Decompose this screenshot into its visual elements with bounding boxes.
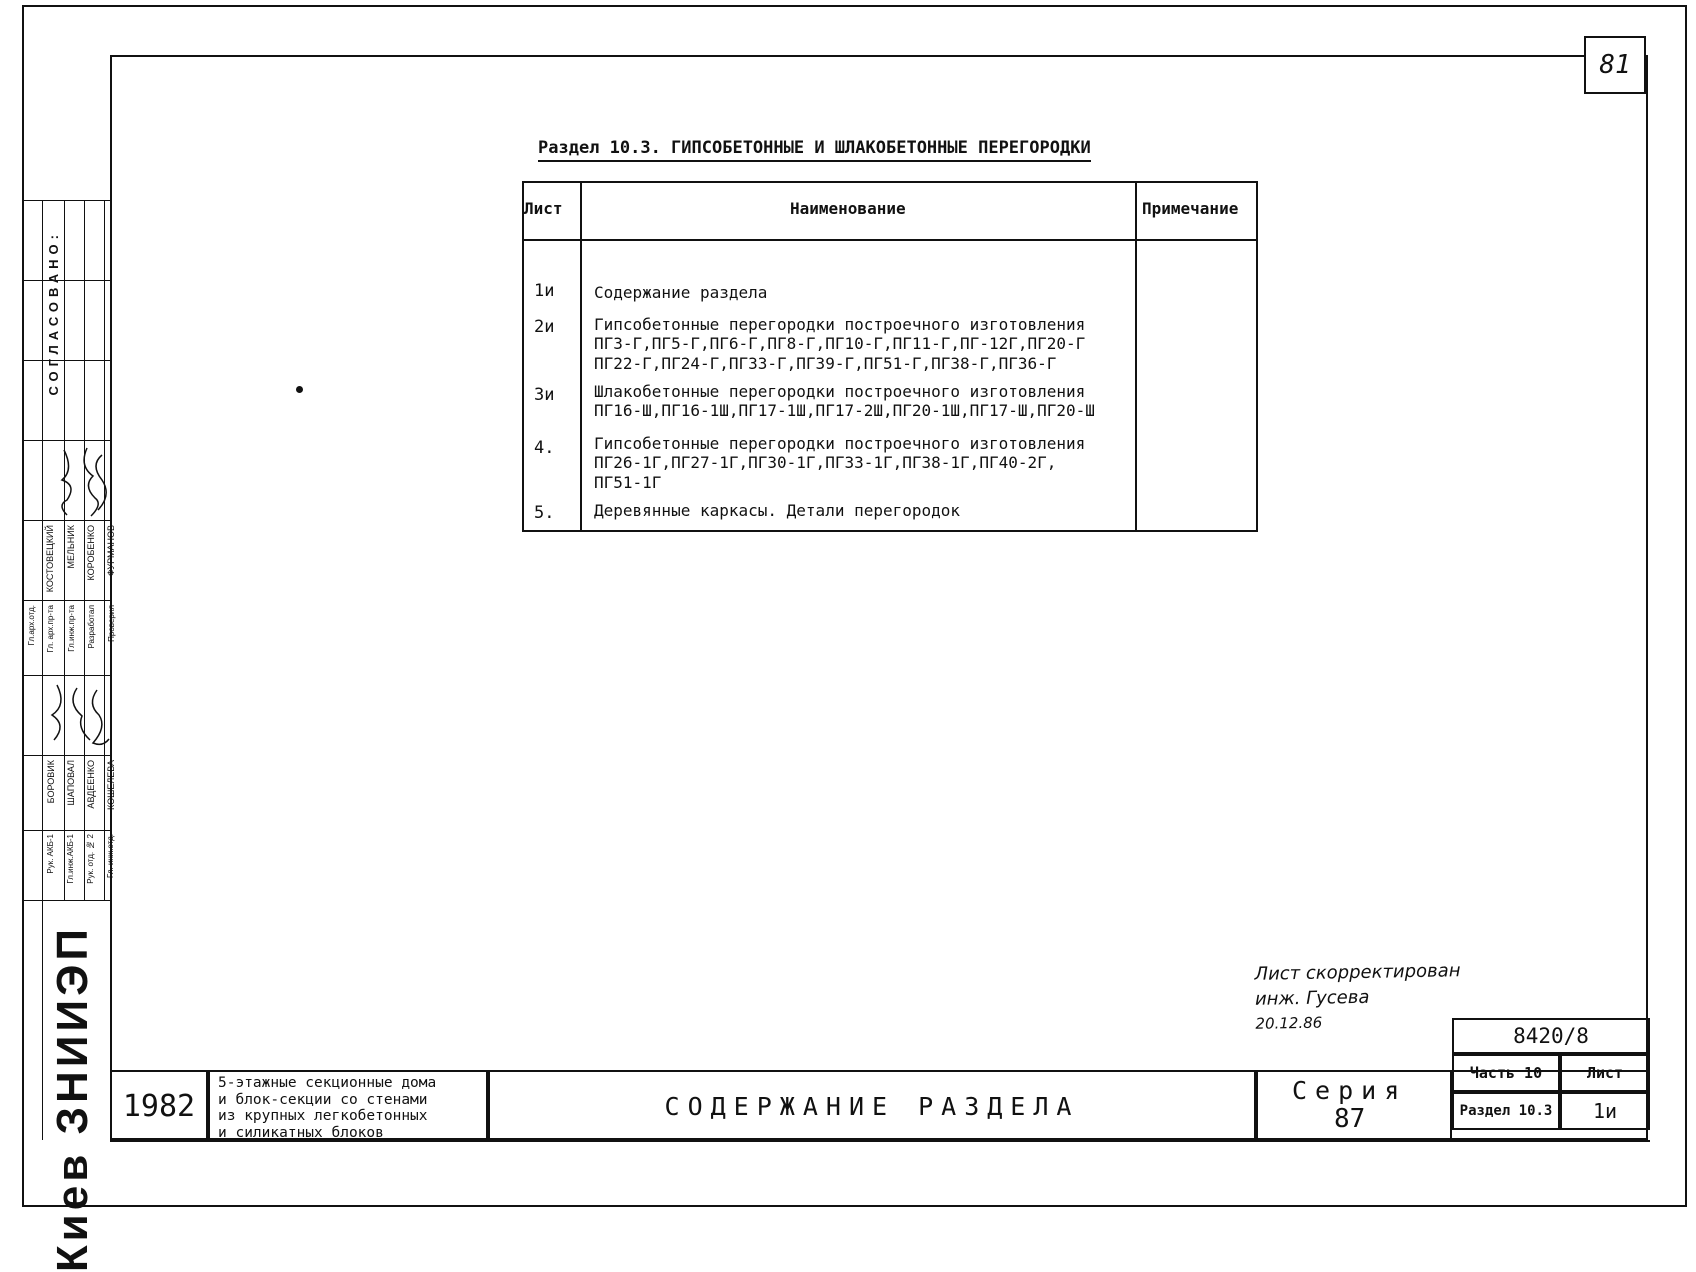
table-column-divider xyxy=(580,183,582,530)
person-name: КОШЕЛЕВА xyxy=(106,760,116,811)
signatures xyxy=(42,440,112,520)
year: 1982 xyxy=(110,1070,208,1142)
role-label: Разработал xyxy=(87,605,96,649)
table-column-divider xyxy=(1135,183,1137,530)
row-title: Гипсобетонные перегородки построечного изготовления xyxy=(594,315,1086,334)
role-label: Рук. отд. № 2 xyxy=(86,834,95,884)
role-label: Гл.инж.пр-та xyxy=(67,605,76,652)
document-code: 8420/8 xyxy=(1452,1018,1650,1054)
row-title: Шлакобетонные перегородки построечного изготовления xyxy=(594,382,1086,401)
stamp-line: инж. Гусева xyxy=(1254,986,1370,1010)
description-line: и блок-секции со стенами xyxy=(218,1091,428,1108)
section-title: Раздел 10.3. ГИПСОБЕТОННЫЕ И ШЛАКОБЕТОННЫЕ ПЕРЕГОРОДКИ xyxy=(538,138,1091,162)
role-label: Проверил xyxy=(107,605,116,642)
stamp-line: Лист скорректирован xyxy=(1254,960,1461,985)
person-name: МЕЛЬНИК xyxy=(66,525,76,569)
row-sheet: 2и xyxy=(534,317,555,337)
role-label: Гл. арх.пр-та xyxy=(46,605,55,653)
description-line: и силикатных блоков xyxy=(218,1124,384,1141)
header-note: Примечание xyxy=(1142,199,1239,218)
project-description xyxy=(208,1070,488,1142)
page-number: 81 xyxy=(1584,36,1646,94)
row-sheet: 3и xyxy=(534,385,555,405)
ink-dot xyxy=(296,386,303,393)
approval-strip xyxy=(22,200,116,1272)
row-detail: ПГ22-Г,ПГ24-Г,ПГ33-Г,ПГ39-Г,ПГ51-Г,ПГ38-Г,ПГ36-Г xyxy=(594,354,1057,373)
table-header-divider xyxy=(524,239,1256,241)
person-name: ФУРМАНОВ xyxy=(106,525,116,577)
row-detail: ПГ26-1Г,ПГ27-1Г,ПГ30-1Г,ПГ33-1Г,ПГ38-1Г,ПГ40-2Г, xyxy=(594,453,1057,472)
role-label: Гл.инж.АКБ-1 xyxy=(66,834,75,884)
role-label: Гл. инж.отд. xyxy=(106,834,115,879)
series-label: Серия xyxy=(1292,1076,1408,1105)
person-name: КОРОБЕНКО xyxy=(86,525,96,581)
row-sheet: 5. xyxy=(534,503,555,523)
header-sheet: Лист xyxy=(524,199,563,218)
row-title: Гипсобетонные перегородки построечного изготовления xyxy=(594,434,1086,453)
row-detail: ПГ16-Ш,ПГ16-1Ш,ПГ17-1Ш,ПГ17-2Ш,ПГ20-1Ш,ПГ17-Ш,ПГ20-Ш xyxy=(594,401,1095,420)
sheet-number: 1и xyxy=(1560,1092,1650,1130)
series-value: 87 xyxy=(1334,1104,1366,1134)
row-detail: ПГ51-1Г xyxy=(594,473,662,492)
series-cell xyxy=(1256,1070,1452,1142)
row-sheet: 4. xyxy=(534,438,555,458)
signatures xyxy=(42,680,112,755)
row-detail: ПГ3-Г,ПГ5-Г,ПГ6-Г,ПГ8-Г,ПГ10-Г,ПГ11-Г,ПГ-12Г,ПГ20-Г xyxy=(594,334,1086,353)
person-name: БОРОВИК xyxy=(46,760,56,804)
agreed-label: СОГЛАСОВАНО: xyxy=(46,230,61,396)
row-title: Деревянные каркасы. Детали перегородок xyxy=(594,501,961,520)
section-number: Раздел 10.3 xyxy=(1452,1092,1560,1130)
sheet-label: Лист xyxy=(1560,1054,1650,1092)
description-line: из крупных легкобетонных xyxy=(218,1108,428,1124)
description-line: 5-этажные секционные дома xyxy=(218,1075,437,1091)
organization-name: Киев ЗНИИЭП xyxy=(48,925,97,1272)
row-title: Содержание раздела xyxy=(594,283,768,302)
person-name: ШАПОВАЛ xyxy=(66,760,76,806)
header-name: Наименование xyxy=(790,199,906,218)
person-name: КОСТОВЕЦКИЙ xyxy=(45,525,55,593)
part-number: Часть 10 xyxy=(1452,1054,1560,1092)
row-sheet: 1и xyxy=(534,281,555,301)
stamp-date: 20.12.86 xyxy=(1255,1013,1323,1033)
document-title: СОДЕРЖАНИЕ РАЗДЕЛА xyxy=(488,1070,1256,1142)
person-name: АВДЕЕНКО xyxy=(86,760,96,809)
correction-stamp xyxy=(1254,958,1461,1037)
role-label: Рук. АКБ-1 xyxy=(46,834,55,874)
contents-table xyxy=(522,181,1258,532)
role-label: Гл.арх.отд. xyxy=(27,605,36,646)
